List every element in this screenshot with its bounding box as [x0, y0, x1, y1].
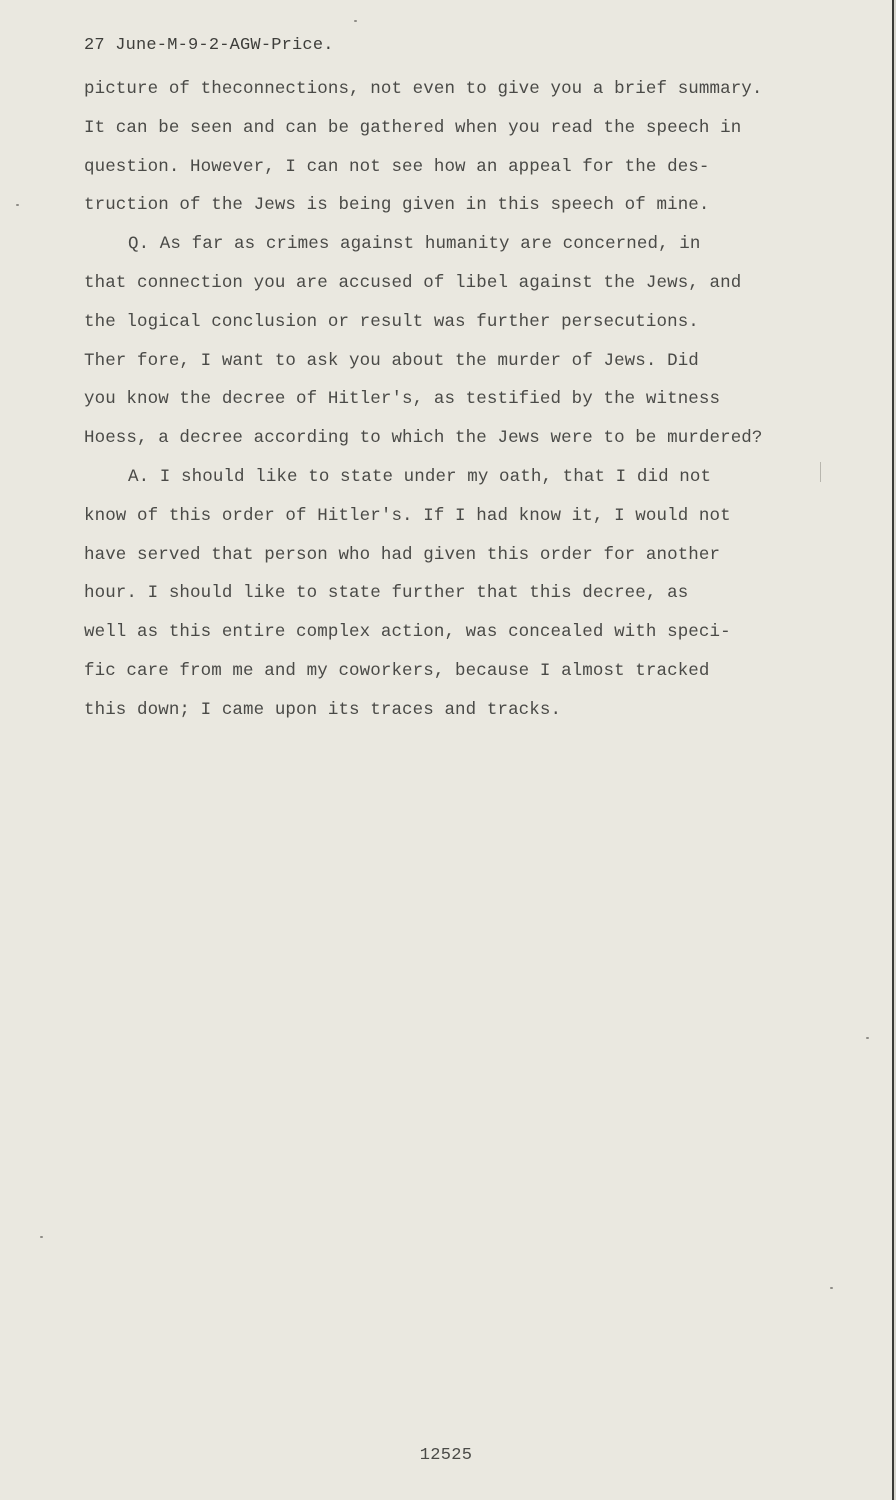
text-line: Hoess, a decree according to which the Jews were to be murdered? [84, 428, 763, 449]
text-line: A. I should like to state under my oath, that I did not [128, 466, 712, 487]
typed-body-text [84, 70, 844, 730]
text-line: truction of the Jews is being given in this speech of mine. [84, 195, 710, 216]
page-header: 27 June-M-9-2-AGW-Price. [84, 36, 334, 55]
text-line: this down; I came upon its traces and tracks. [84, 699, 562, 720]
paper-speck [354, 20, 357, 22]
text-line: hour. I should like to state further that this decree, as [84, 583, 689, 604]
text-line: picture of theconnections, not even to give you a brief summary. [84, 79, 763, 99]
text-line: you know the decree of Hitler's, as testified by the witness [84, 389, 721, 410]
paper-speck [866, 1037, 869, 1039]
text-line: know of this order of Hitler's. If I had know it, I would not [84, 505, 731, 526]
text-line: that connection you are accused of libel against the Jews, and [84, 272, 742, 293]
text-line: It can be seen and can be gathered when you read the speech in [84, 117, 742, 138]
text-line: fic care from me and my coworkers, because I almost tracked [84, 660, 710, 681]
text-line: question. However, I can not see how an appeal for the des- [84, 156, 710, 177]
text-line: have served that person who had given this order for another [84, 544, 721, 565]
paper-speck [16, 204, 19, 206]
text-line: well as this entire complex action, was concealed with speci- [84, 622, 731, 643]
page-number: 12525 [419, 1446, 473, 1465]
text-line: Q. As far as crimes against humanity are concerned, in [128, 234, 701, 255]
paper-speck [40, 1236, 43, 1238]
text-line: the logical conclusion or result was further persecutions. [84, 311, 699, 332]
text-line: Ther fore, I want to ask you about the murder of Jews. Did [84, 350, 699, 371]
paper-speck [830, 1287, 833, 1289]
